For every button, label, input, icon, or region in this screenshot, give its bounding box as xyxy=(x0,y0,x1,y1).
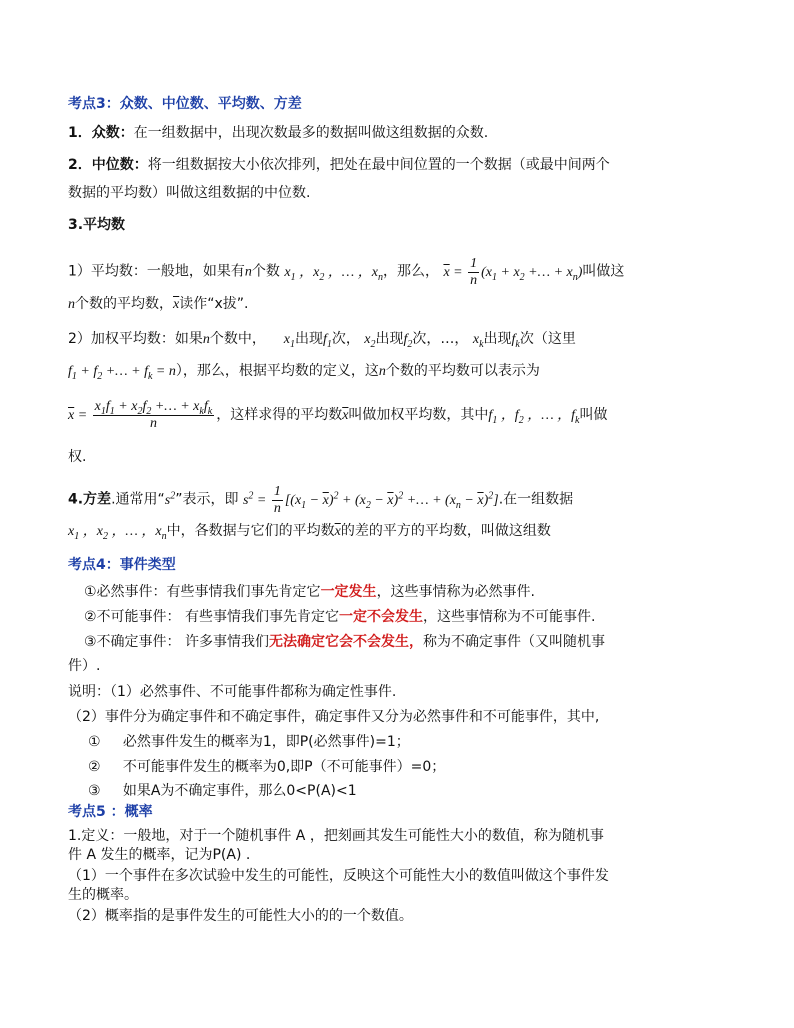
weighted-mean-line3 xyxy=(68,398,608,433)
variance-text-e: 的差的平方的平均数，叫做这组数 xyxy=(340,523,551,539)
math-sum-f: $f_1 + f_2$ +… + $f_k = n$ xyxy=(68,364,176,382)
prob-note1-line1: （1）一个事件在多次试验中发生的可能性，反映这个可能性大小的数值叫做这个事件发 xyxy=(68,868,609,884)
math-s2: $s^2$ xyxy=(164,490,176,508)
variance-formula: $s^2$ = $\frac{1}{n}$ [$(x_1 - \overline{x})^2 + (x_2 - \overline{x})^2$ +… + $(x_n - \overline{x})^2$] xyxy=(242,484,499,516)
wmean-text-e1: 出现 xyxy=(483,331,512,347)
prob-def-line1: 1.定义：一般地，对于一个随机事件 A ，把刻画其发生可能性大小的数值，称为随机事 xyxy=(68,828,604,844)
weighted-mean-line1 xyxy=(68,329,576,350)
mean-text-a: 1）平均数：一般地，如果有 xyxy=(68,263,245,280)
variance-text-c: .在一组数据 xyxy=(498,491,574,508)
mean-text-d: 叫做这 xyxy=(582,263,625,280)
event-uncertain-cont: 件）. xyxy=(68,658,101,674)
wmean-text-b: 个数中， xyxy=(209,331,266,347)
note-line1: 说明：（1）必然事件、不可能事件都称为确定性事件. xyxy=(68,684,397,700)
mean-line1 xyxy=(68,256,624,289)
mean-formula: $\overline{x}$ = $\frac{1}{n}$ ($x_1 + x_2$ +… + $x_n$) xyxy=(443,256,583,288)
median-text-1: 将一组数据按大小依次排列，把处在最中间位置的一个数据（或最中间两个 xyxy=(147,157,610,173)
variance-text-a: .通常用“ xyxy=(111,491,165,508)
section-title-k3: 考点3：众数、中位数、平均数、方差 xyxy=(68,96,302,112)
math-xk: $x_k$ xyxy=(472,332,484,350)
mode-term: 1．众数： xyxy=(68,125,134,141)
math-x-list: $x_1$ ，$x_2$ ，… ，$x_n$ xyxy=(68,524,167,542)
note-line2: （2）事件分为确定事件和不确定事件，确定事件又分为必然事件和不可能事件，其中, xyxy=(68,709,600,725)
math-f-list: $f_1$ ，$f_2$ ，… ，$f_k$ xyxy=(488,408,580,426)
section-title-k5: 考点5 ：概率 xyxy=(68,804,153,820)
weighted-mean-line4: 权. xyxy=(68,449,87,465)
wmean-text-d1: 出现 xyxy=(375,331,404,347)
event-certain xyxy=(84,582,535,602)
math-xbar: $\overline{x}$ xyxy=(334,524,341,539)
weighted-mean-line2 xyxy=(68,361,540,382)
math-n: n xyxy=(68,297,75,312)
math-f1: $f_1$ xyxy=(322,332,332,350)
prob-note2: （2）概率指的是事件发生的可能性大小的的一个数值。 xyxy=(68,908,413,924)
wmean-text-c2: 次， xyxy=(331,331,360,347)
math-n: n xyxy=(244,264,252,280)
event-certain-b: ，这些事情称为必然事件. xyxy=(376,584,536,600)
event-impossible-b: ，这些事情称为不可能事件. xyxy=(423,609,596,625)
prob-impossible-text: 不可能事件发生的概率为0,即P（不可能事件）=0； xyxy=(122,759,446,775)
wmean-text-j: 叫做 xyxy=(579,407,608,423)
math-x-list: $x_1$ ，$x_2$ ，… ，$x_n$ xyxy=(284,264,383,283)
wmean-text-h: ，这样求得的平均数 xyxy=(216,407,343,423)
math-n: n xyxy=(378,364,386,379)
mean-heading: 3.平均数 xyxy=(68,217,126,233)
variance-line1 xyxy=(68,484,573,517)
math-xbar: $\overline{x}$ xyxy=(173,297,180,312)
wmean-text-i: 叫做加权平均数，其中 xyxy=(348,407,489,423)
variance-text-b: ”表示，即 xyxy=(175,491,239,508)
variance-text-d: 中，各数据与它们的平均数 xyxy=(166,523,335,539)
mean-text-e: 个数的平均数， xyxy=(75,296,173,312)
variance-term: 4.方差 xyxy=(68,491,112,508)
event-impossible-emphasis: 一定不会发生 xyxy=(339,609,423,625)
event-impossible-a: ②不可能事件： 有些事情我们事先肯定它 xyxy=(84,609,339,625)
wmean-text-c1: 出现 xyxy=(294,331,323,347)
mean-text-b: 个数 xyxy=(251,263,280,280)
math-n: n xyxy=(202,332,210,347)
mean-text-f: 读作“x拔”. xyxy=(179,296,249,312)
wmean-text-d2: 次，…， xyxy=(412,331,469,347)
wmean-text-g: 个数的平均数可以表示为 xyxy=(385,363,540,379)
event-certain-a: ①必然事件：有些事情我们事先肯定它 xyxy=(84,584,321,600)
prob-uncertain xyxy=(88,781,357,801)
variance-line2 xyxy=(68,521,551,542)
wmean-text-f: ），那么，根据平均数的定义，这 xyxy=(175,363,379,379)
event-certain-emphasis: 一定发生 xyxy=(320,584,377,600)
mode-text: 在一组数据中，出现次数最多的数据叫做这组数据的众数. xyxy=(133,125,489,141)
prob-note1-line2: 生的概率。 xyxy=(68,887,138,903)
event-uncertain-a: ③不确定事件： 许多事情我们 xyxy=(84,634,270,650)
math-f2: $f_2$ xyxy=(403,332,413,350)
section-title-k4: 考点4：事件类型 xyxy=(68,557,176,573)
prob-certain xyxy=(88,732,410,752)
math-x1: $x_1$ xyxy=(283,332,295,350)
median-definition-line1 xyxy=(68,155,610,175)
prob-uncertain-text: 如果A为不确定事件，那么0<P(A)<1 xyxy=(122,783,357,799)
wmean-text-a: 2）加权平均数：如果 xyxy=(68,331,203,347)
prob-certain-num: ① xyxy=(88,734,101,750)
event-uncertain xyxy=(84,632,605,652)
prob-impossible xyxy=(88,757,445,777)
math-fk: $f_k$ xyxy=(511,332,520,350)
weighted-mean-formula: $\overline{x}$ = $\frac{x_1f_1 + x_2f_2 +\dots + x_kf_k}{n}$ xyxy=(68,399,213,432)
event-impossible xyxy=(84,607,595,627)
median-term: 2．中位数： xyxy=(68,157,148,173)
mean-text-c: ，那么， xyxy=(382,263,439,280)
mode-definition xyxy=(68,123,488,143)
event-uncertain-b: 称为不确定事件（又叫随机事 xyxy=(423,634,606,650)
mean-line2 xyxy=(68,294,248,315)
wmean-text-e2: 次（这里 xyxy=(519,331,576,347)
prob-impossible-num: ② xyxy=(88,759,101,775)
math-x2: $x_2$ xyxy=(364,332,376,350)
prob-uncertain-num: ③ xyxy=(88,783,101,799)
prob-certain-text: 必然事件发生的概率为1，即P(必然事件)=1； xyxy=(122,734,410,750)
median-definition-line2: 数据的平均数）叫做这组数据的中位数. xyxy=(68,185,311,201)
prob-def-line2: 件 A 发生的概率，记为P(A) . xyxy=(68,847,251,863)
event-uncertain-emphasis: 无法确定它会不会发生， xyxy=(269,634,424,650)
math-xbar: $\overline{x}$ xyxy=(342,408,349,423)
